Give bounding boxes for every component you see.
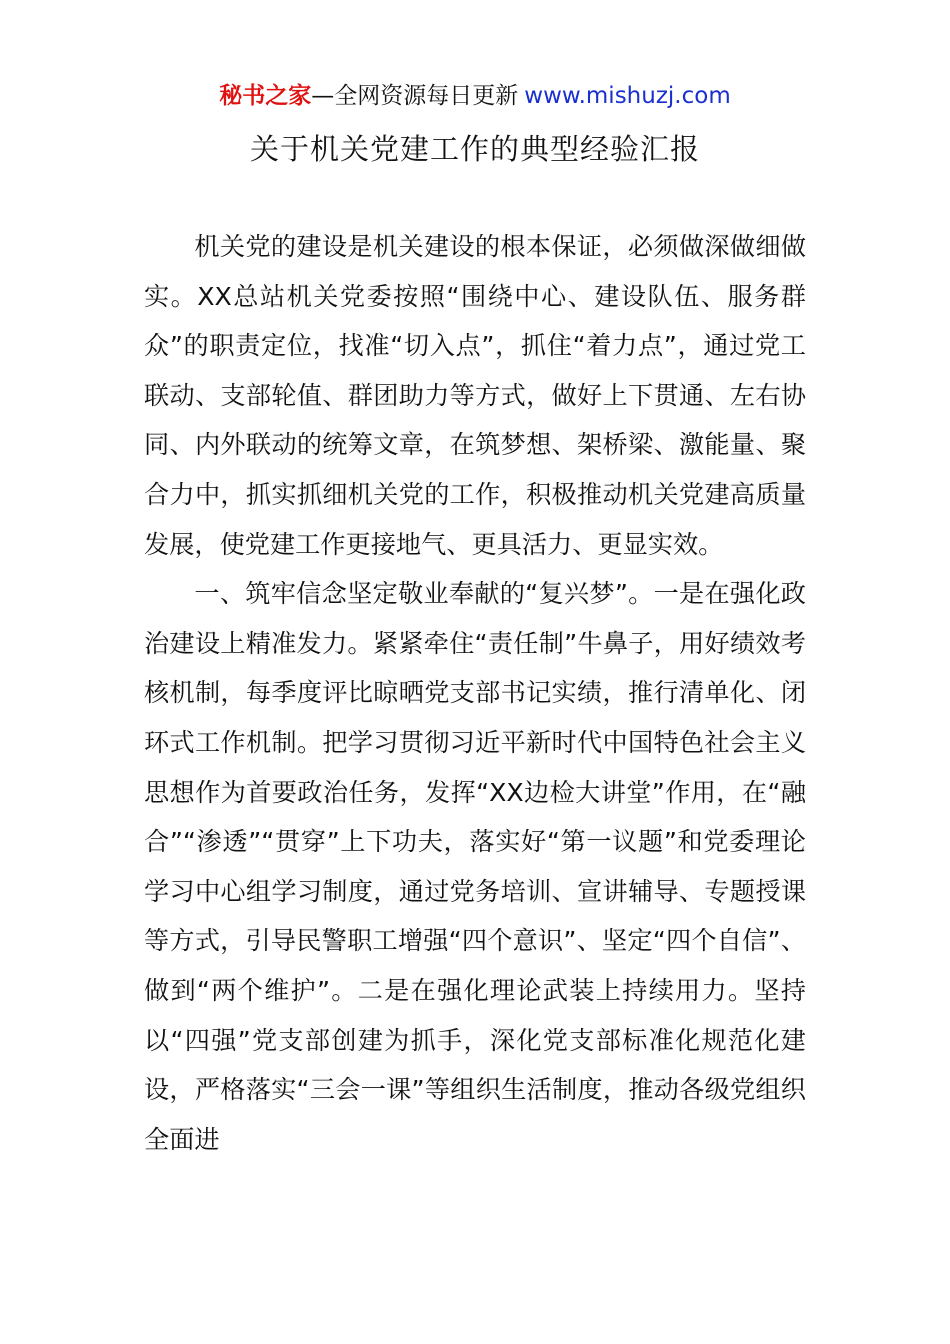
body-paragraph: 机关党的建设是机关建设的根本保证，必须做深做细做实。XX总站机关党委按照“围绕中心、建设队伍、服务群众”的职责定位，找准“切入点”，抓住“着力点”，通过党工联动、支部轮值、群团助力等方式，做好上下贯通、左右协同、内外联动的统筹文章，在筑梦想、架桥梁、激能量、聚合力中，抓实抓细机关党的工作，积极推动机关党建高质量发展，使党建工作更接地气、更具活力、更显实效。 — [144, 232, 806, 559]
brand-name: 秘书之家 — [219, 83, 312, 109]
body-paragraph: 一、筑牢信念坚定敬业奉献的“复兴梦”。一是在强化政治建设上精准发力。紧紧牵住“责任制”牛鼻子，用好绩效考核机制，每季度评比晾晒党支部书记实绩，推行清单化、闭环式工作机制。把学习贯彻习近平新时代中国特色社会主义思想作为首要政治任务，发挥“XX边检大讲堂”作用，在“融合”“渗透”“贯穿”上下功夫，落实好“第一议题”和党委理论学习中心组学习制度，通过党务培训、宣讲辅导、专题授课等方式，引导民警职工增强“四个意识”、坚定“四个自信”、做到“两个维护”。二是在强化理论武装上持续用力。坚持以“四强”党支部创建为抓手，深化党支部标准化规范化建设，严格落实“三会一课”等组织生活制度，推动各级党组织全面进 — [144, 579, 806, 1154]
header-tagline: —全网资源每日更新 — [311, 83, 519, 109]
site-header — [0, 78, 950, 114]
site-url[interactable]: www.mishuzj.com — [524, 83, 731, 109]
document-body — [144, 222, 806, 1164]
document-title: 关于机关党建工作的典型经验汇报 — [249, 132, 700, 166]
